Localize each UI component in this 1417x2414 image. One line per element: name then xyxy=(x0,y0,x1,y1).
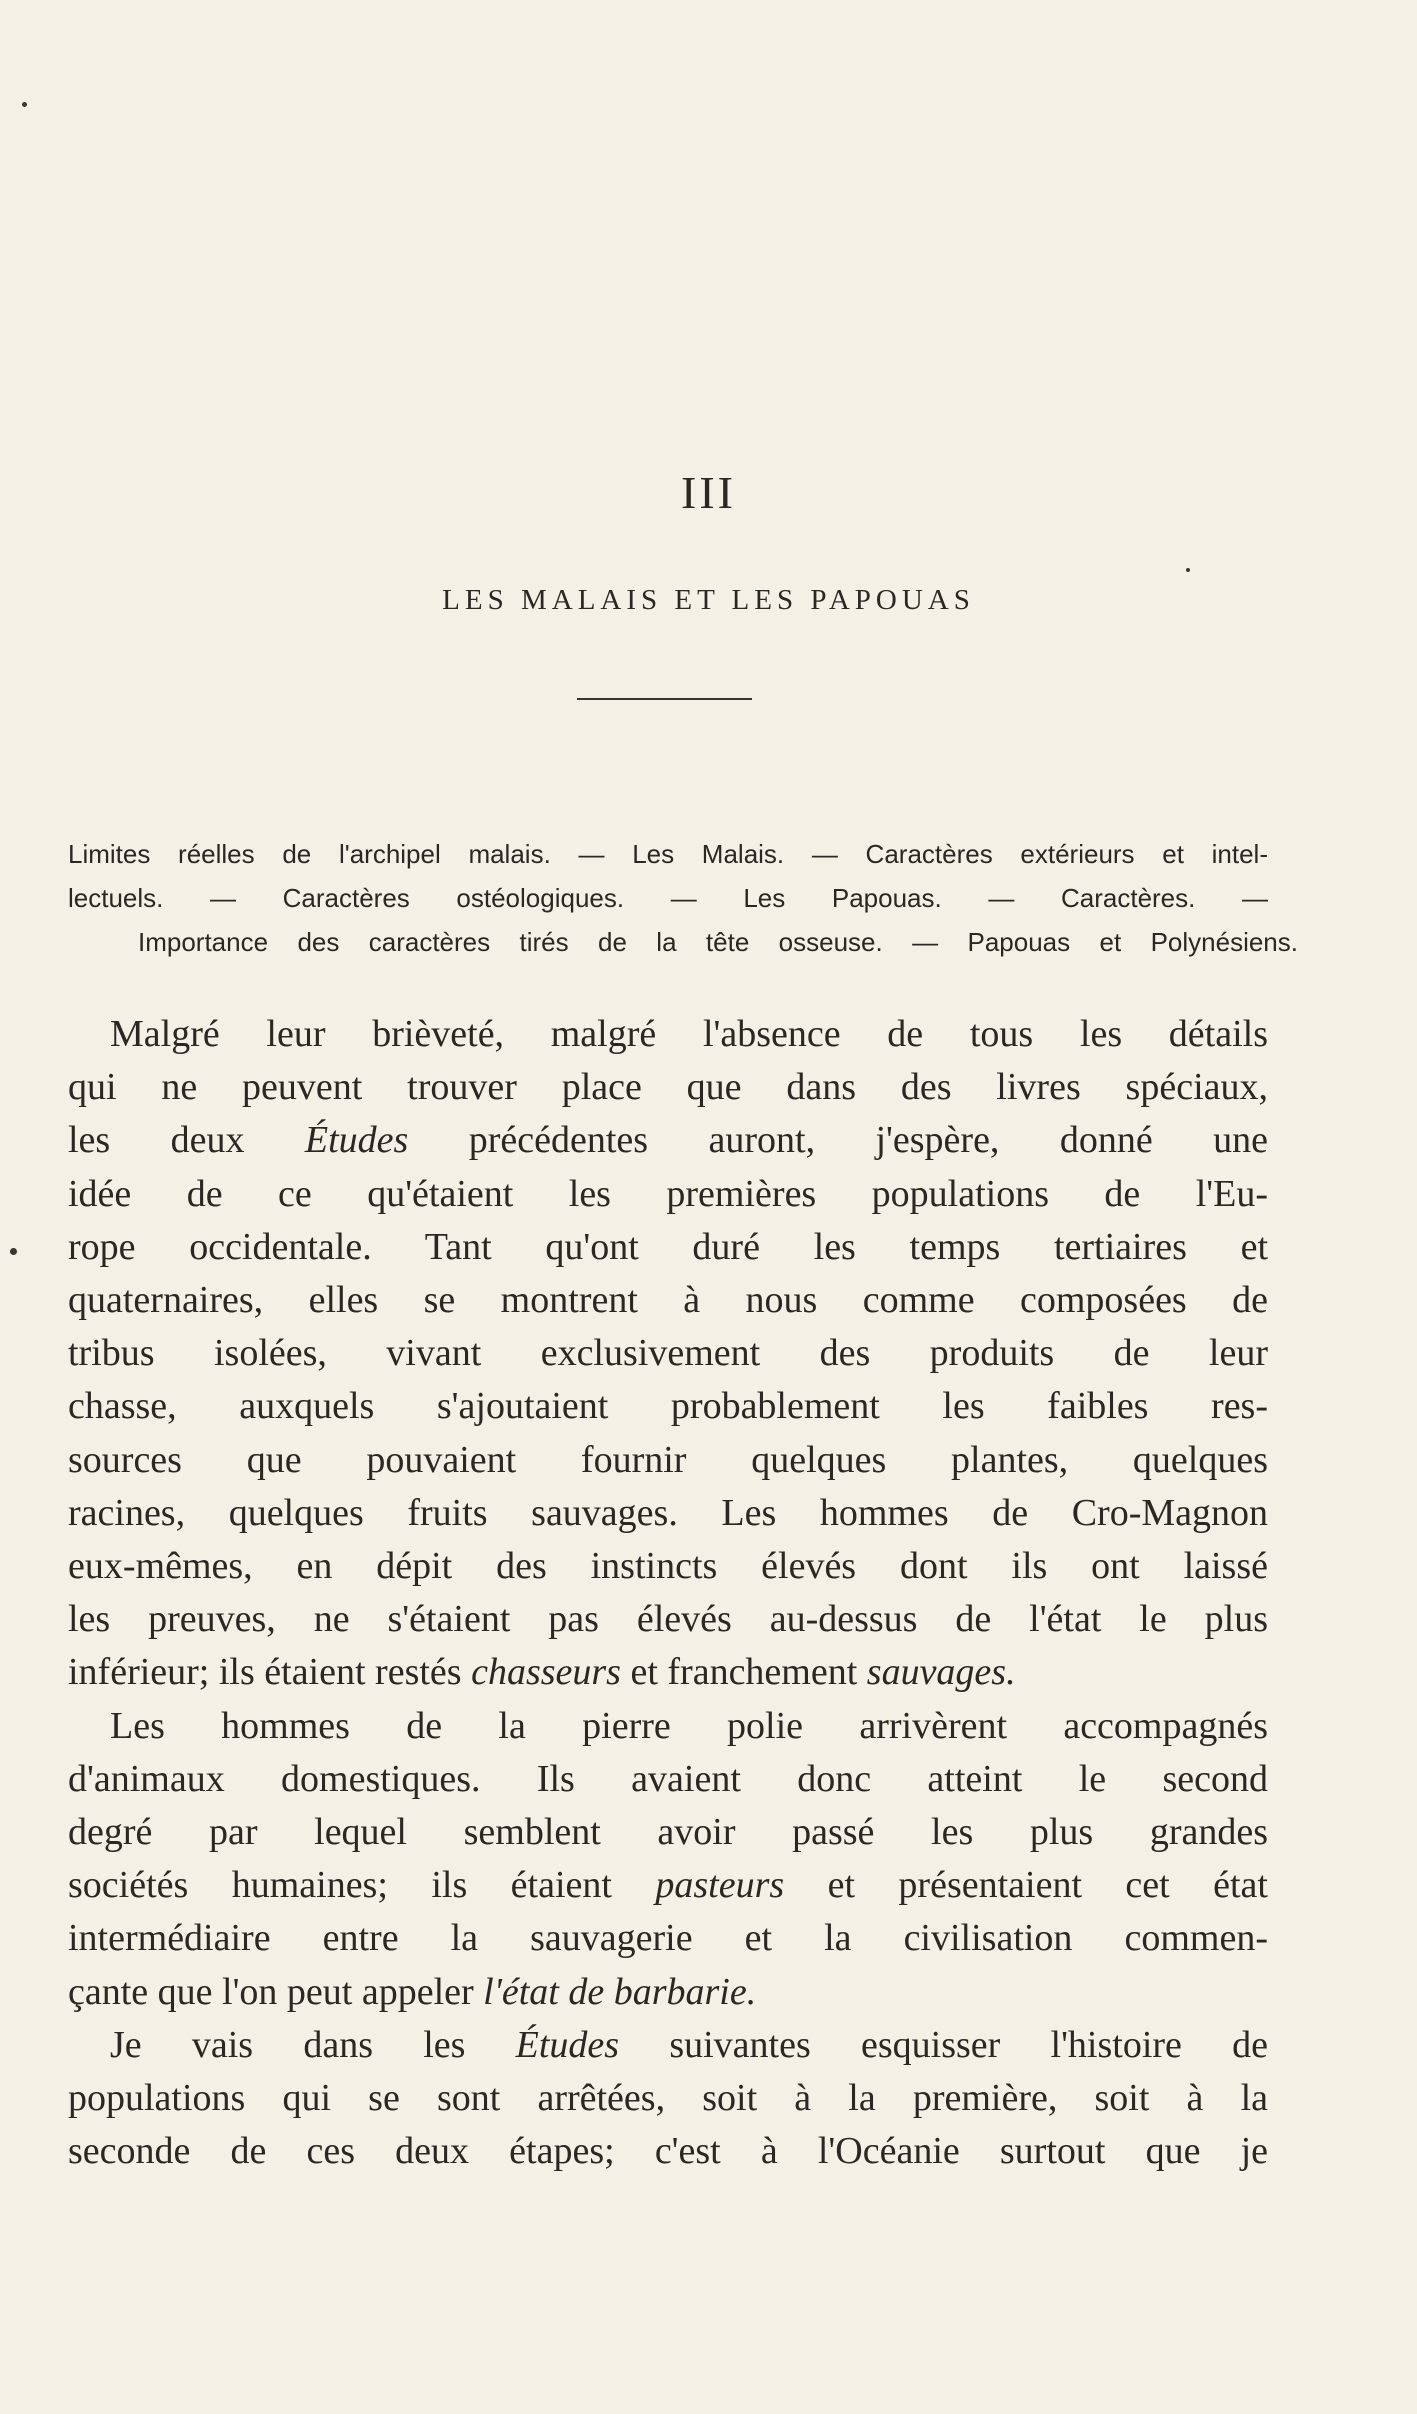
text-line: rope occidentale. Tant qu'ont duré les temps tertiaires et xyxy=(68,1225,1268,1268)
italic-term: pasteurs xyxy=(655,1864,785,1907)
margin-mark xyxy=(1186,568,1190,572)
chapter-title: LES MALAIS ET LES PAPOUAS xyxy=(442,584,975,616)
text-line: tribus isolées, vivant exclusivement des produits de leur xyxy=(68,1332,1268,1375)
text-line: Les hommes de la pierre polie arrivèrent accompagnés xyxy=(110,1704,1268,1747)
text-line: quaternaires, elles se montrent à nous comme composées de xyxy=(68,1279,1268,1322)
text-line: les preuves, ne s'étaient pas élevés au-dessus de l'état le plus xyxy=(68,1598,1268,1641)
text-line: sources que pouvaient fournir quelques plantes, quelques xyxy=(68,1438,1268,1481)
text-line: idée de ce qu'étaient les premières populations de l'Eu- xyxy=(68,1172,1268,1215)
italic-term: chasseurs xyxy=(471,1651,621,1694)
text-line: populations qui se sont arrêtées, soit à la première, soit à la xyxy=(68,2077,1268,2120)
italic-term: Études xyxy=(304,1119,409,1162)
text-line: les deux Études précédentes auront, j'espère, donné une xyxy=(68,1119,1268,1162)
text-line: degré par lequel semblent avoir passé les plus grandes xyxy=(68,1811,1268,1854)
italic-term: l'état de barbarie. xyxy=(483,1970,757,2013)
margin-mark xyxy=(22,102,27,107)
text-line: Malgré leur brièveté, malgré l'absence de tous les détails xyxy=(110,1013,1268,1055)
text-line: inférieur; ils étaient restés chasseurs et franchement sauvages. xyxy=(68,1651,1016,1694)
text-line: sociétés humaines; ils étaient pasteurs et présentaient cet état xyxy=(68,1864,1268,1907)
summary-line: lectuels. — Caractères ostéologiques. — Les Papouas. — Caractères. — xyxy=(68,883,1268,913)
text-line: chasse, auxquels s'ajoutaient probablement les faibles res- xyxy=(68,1385,1268,1428)
chapter-number: III xyxy=(681,467,736,518)
body-text xyxy=(68,1008,1268,2178)
title-rule xyxy=(577,698,752,700)
chapter-summary xyxy=(68,832,1298,964)
italic-term: sauvages. xyxy=(866,1651,1016,1694)
text-line: çante que l'on peut appeler l'état de barbarie. xyxy=(68,1970,757,2013)
text-line: Je vais dans les Études suivantes esquisser l'histoire de xyxy=(110,2023,1268,2066)
text-line: eux-mêmes, en dépit des instincts élevés dont ils ont laissé xyxy=(68,1545,1268,1588)
margin-mark xyxy=(10,1248,17,1255)
text-line: d'animaux domestiques. Ils avaient donc atteint le second xyxy=(68,1757,1268,1800)
summary-line: Importance des caractères tirés de la tête osseuse. — Papouas et Polynésiens. xyxy=(138,927,1298,957)
text-line: qui ne peuvent trouver place que dans des livres spéciaux, xyxy=(68,1066,1268,1109)
text-line: seconde de ces deux étapes; c'est à l'Océanie surtout que je xyxy=(68,2130,1268,2173)
summary-line: Limites réelles de l'archipel malais. — Les Malais. — Caractères extérieurs et intel- xyxy=(68,839,1268,869)
italic-term: Études xyxy=(515,2023,620,2066)
text-line: racines, quelques fruits sauvages. Les hommes de Cro-Magnon xyxy=(68,1491,1268,1534)
text-line: intermédiaire entre la sauvagerie et la civilisation commen- xyxy=(68,1917,1268,1960)
